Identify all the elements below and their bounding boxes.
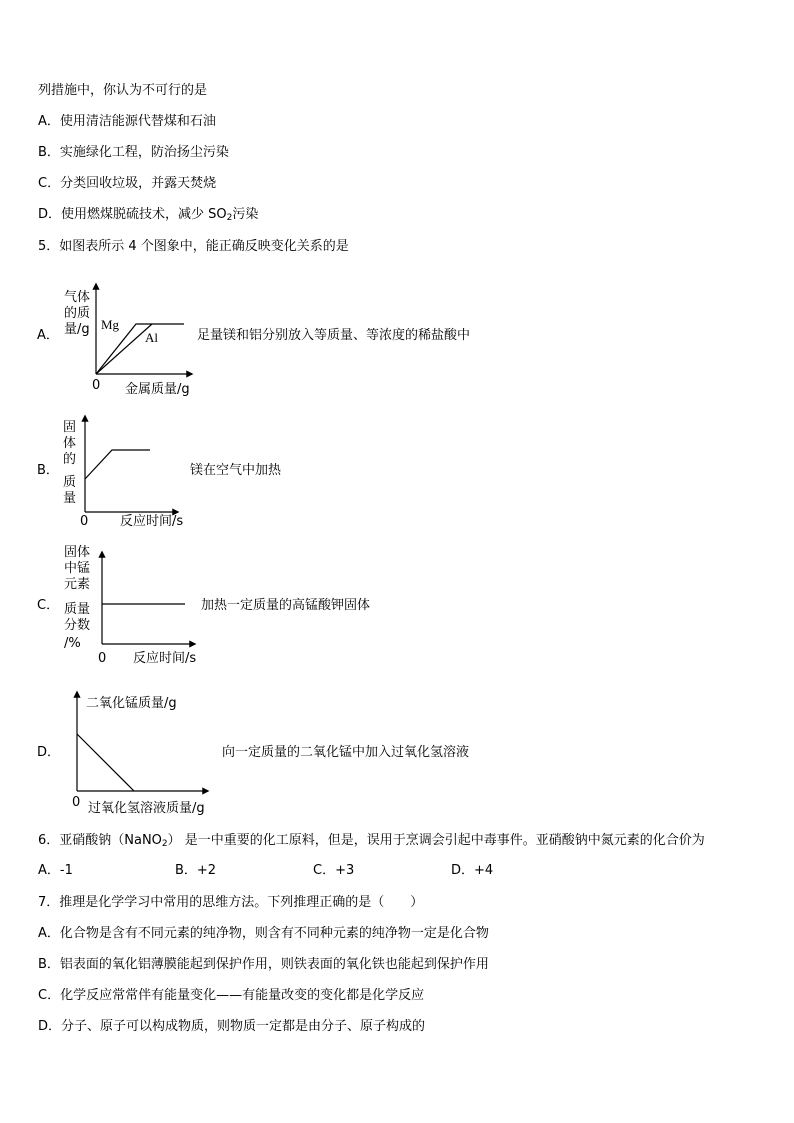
- graph-c-ylabel-6: /%: [64, 636, 81, 651]
- q4-option-b: B．实施绿化工程，防治扬尘污染: [38, 145, 229, 160]
- q6-stem: 6．亚硝酸钠（NaNO$_2$） 是一中重要的化工原料，但是，误用于烹调会引起中毒事件。亚硝酸钠中氮元素的化合价为: [38, 833, 705, 849]
- graph-c-ylabel-2: 中锰: [64, 561, 91, 576]
- q7-stem: 7．推理是化学学习中常用的思维方法。下列推理正确的是（ ）: [38, 895, 424, 910]
- q7-option-d: D．分子、原子可以构成物质，则物质一定都是由分子、原子构成的: [38, 1019, 426, 1034]
- q6-option-b: B．+2: [175, 863, 217, 878]
- graph-a-letter: A．: [37, 328, 59, 343]
- graph-b-ylabel-4: 质: [63, 475, 77, 490]
- graph-c-description: 加热一定质量的高锰酸钾固体: [201, 598, 371, 613]
- graph-b-origin: 0: [80, 514, 89, 529]
- q4-stem: 列措施中，你认为不可行的是: [38, 83, 208, 98]
- graph-c-ylabel-3: 元素: [64, 577, 91, 592]
- graph-c-ylabel-1: 固体: [64, 545, 91, 560]
- graph-c-origin: 0: [98, 651, 107, 666]
- graph-a-xlabel: 金属质量/g: [125, 382, 190, 397]
- graph-d-description: 向一定质量的二氧化锰中加入过氧化氢溶液: [222, 745, 470, 760]
- graph-a-ylabel-1: 气体: [64, 290, 91, 305]
- graph-b-description: 镁在空气中加热: [190, 463, 282, 478]
- graph-a-ylabel-2: 的质: [64, 306, 91, 321]
- graph-c-ylabel-5: 分数: [64, 618, 91, 633]
- graph-b-ylabel-1: 固: [63, 420, 77, 435]
- q6-option-d: D．+4: [451, 863, 494, 878]
- graph-b-curve: [85, 450, 150, 479]
- q4-option-a: A．使用清洁能源代替煤和石油: [38, 114, 216, 129]
- graph-a-ylabel-3: 量/g: [64, 322, 90, 337]
- graph-b-letter: B．: [37, 463, 59, 478]
- graph-a-origin: 0: [92, 378, 101, 393]
- graph-b-ylabel-3: 的: [63, 452, 77, 467]
- graph-d-ylabel: 二氧化锰质量/g: [86, 696, 177, 711]
- graph-a-mg-label: Mg: [101, 317, 120, 332]
- graph-c-ylabel-4: 质量: [64, 602, 91, 617]
- q4-option-d: D．使用燃煤脱硫技术，减少 $SO_2$污染: [38, 207, 259, 223]
- graph-b-ylabel-5: 量: [63, 491, 77, 506]
- graph-d-origin: 0: [72, 795, 81, 810]
- graph-b-ylabel-2: 体: [63, 436, 77, 451]
- graph-b-xlabel: 反应时间/s: [120, 514, 184, 529]
- graph-a-description: 足量镁和铝分别放入等质量、等浓度的稀盐酸中: [197, 328, 471, 343]
- graph-c-xlabel: 反应时间/s: [133, 651, 197, 666]
- q6-option-a: A．-1: [38, 863, 73, 878]
- q7-option-b: B．铝表面的氧化铝薄膜能起到保护作用，则铁表面的氧化铁也能起到保护作用: [38, 957, 489, 972]
- graph-d-xlabel: 过氧化氢溶液质量/g: [88, 801, 205, 816]
- q7-option-a: A．化合物是含有不同元素的纯净物，则含有不同种元素的纯净物一定是化合物: [38, 926, 489, 941]
- graph-d-letter: D．: [37, 745, 61, 760]
- q6-option-c: C．+3: [313, 863, 355, 878]
- graph-a-al-label: Al: [145, 330, 158, 345]
- graph-d-curve: [77, 734, 134, 791]
- graph-c-letter: C．: [37, 598, 60, 613]
- q7-option-c: C．化学反应常常伴有能量变化——有能量改变的变化都是化学反应: [38, 988, 425, 1003]
- q4-option-c: C．分类回收垃圾，并露天焚烧: [38, 176, 217, 191]
- q5-stem: 5．如图表所示 4 个图象中，能正确反映变化关系的是: [38, 239, 349, 254]
